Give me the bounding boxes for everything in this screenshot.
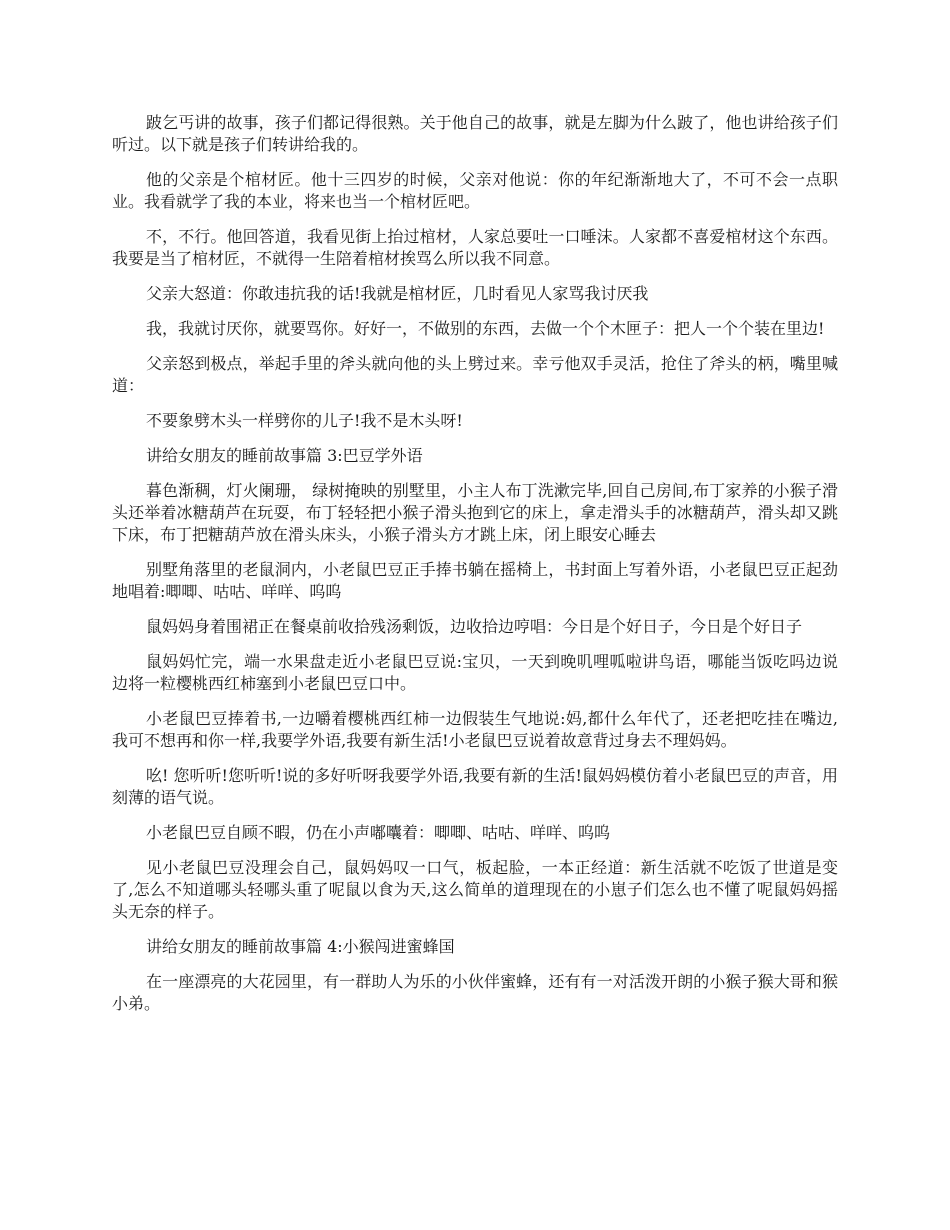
paragraph-4: 父亲大怒道：你敢违抗我的话!我就是棺材匠，几时看见人家骂我讨厌我	[146, 284, 649, 303]
paragraph-16: 见小老鼠巴豆没理会自己，鼠妈妈叹一口气，板起脸，一本正经道：新生活就不吃饭了世道是变了,怎么不知道哪头轻哪头重了呢鼠以食为天,这么简单的道理现在的小崽子们怎么也不懂了呢鼠妈妈摇头无奈的样子。	[112, 858, 838, 921]
paragraph-15: 小老鼠巴豆自顾不暇，仍在小声嘟囔着：唧唧、咕咕、咩咩、呜呜	[146, 823, 611, 842]
paragraph-14: 吆! 您听听!您听听!说的多好听呀我要学外语,我要有新的生活!鼠妈妈模仿着小老鼠巴豆的声音，用刻薄的语气说。	[112, 766, 838, 807]
paragraph-12: 鼠妈妈忙完，端一水果盘走近小老鼠巴豆说:宝贝，一天到晚叽哩呱啦讲鸟语，哪能当饭吃吗边说边将一粒樱桃西红柿塞到小老鼠巴豆口中。	[112, 652, 838, 693]
paragraph-18: 在一座漂亮的大花园里，有一群助人为乐的小伙伴蜜蜂，还有有一对活泼开朗的小猴子猴大哥和猴小弟。	[112, 972, 838, 1013]
paragraph-6: 父亲怒到极点，举起手里的斧头就向他的头上劈过来。幸亏他双手灵活，抢住了斧头的柄，嘴里喊道：	[112, 354, 838, 395]
paragraph-7: 不要象劈木头一样劈你的儿子!我不是木头呀!	[146, 411, 463, 430]
paragraph-13: 小老鼠巴豆捧着书,一边嚼着樱桃西红柿一边假装生气地说:妈,都什么年代了，还老把吃挂在嘴边,我可不想再和你一样,我要学外语,我要有新生活!小老鼠巴豆说着故意背过身去不理妈妈。	[112, 709, 838, 750]
paragraph-10: 别墅角落里的老鼠洞内，小老鼠巴豆正手捧书躺在摇椅上，书封面上写着外语，小老鼠巴豆正起劲地唱着:唧唧、咕咕、咩咩、呜呜	[112, 560, 838, 601]
paragraph-9: 暮色渐稠，灯火阑珊， 绿树掩映的别墅里，小主人布丁洗漱完毕,回自己房间,布丁家养的小猴子滑头还举着冰糖葫芦在玩耍，布丁轻轻把小猴子滑头抱到它的床上，拿走滑头手的冰糖葫芦，滑头却又跳下床，布丁把糖葫芦放在滑头床头，小猴子滑头方才跳上床，闭上眼安心睡去	[112, 481, 838, 544]
document-page	[112, 112, 838, 1028]
paragraph-5: 我，我就讨厌你，就要骂你。好好一，不做别的东西，去做一个个木匣子：把人一个个装在里边!	[146, 319, 825, 338]
section-heading-3: 讲给女朋友的睡前故事篇 3:巴豆学外语	[146, 446, 423, 465]
section-heading-4: 讲给女朋友的睡前故事篇 4:小猴闯进蜜蜂国	[146, 937, 455, 956]
paragraph-2: 他的父亲是个棺材匠。他十三四岁的时候，父亲对他说：你的年纪渐渐地大了，不可不会一点职业。我看就学了我的本业，将来也当一个棺材匠吧。	[112, 170, 838, 211]
paragraph-1: 跛乞丐讲的故事，孩子们都记得很熟。关于他自己的故事，就是左脚为什么跛了，他也讲给孩子们听过。以下就是孩子们转讲给我的。	[112, 113, 838, 154]
paragraph-3: 不，不行。他回答道，我看见街上抬过棺材，人家总要吐一口唾沫。人家都不喜爱棺材这个东西。我要是当了棺材匠，不就得一生陪着棺材挨骂么所以我不同意。	[112, 227, 838, 268]
paragraph-11: 鼠妈妈身着围裙正在餐桌前收拾残汤剩饭，边收拾边哼唱：今日是个好日子，今日是个好日子	[146, 617, 803, 636]
